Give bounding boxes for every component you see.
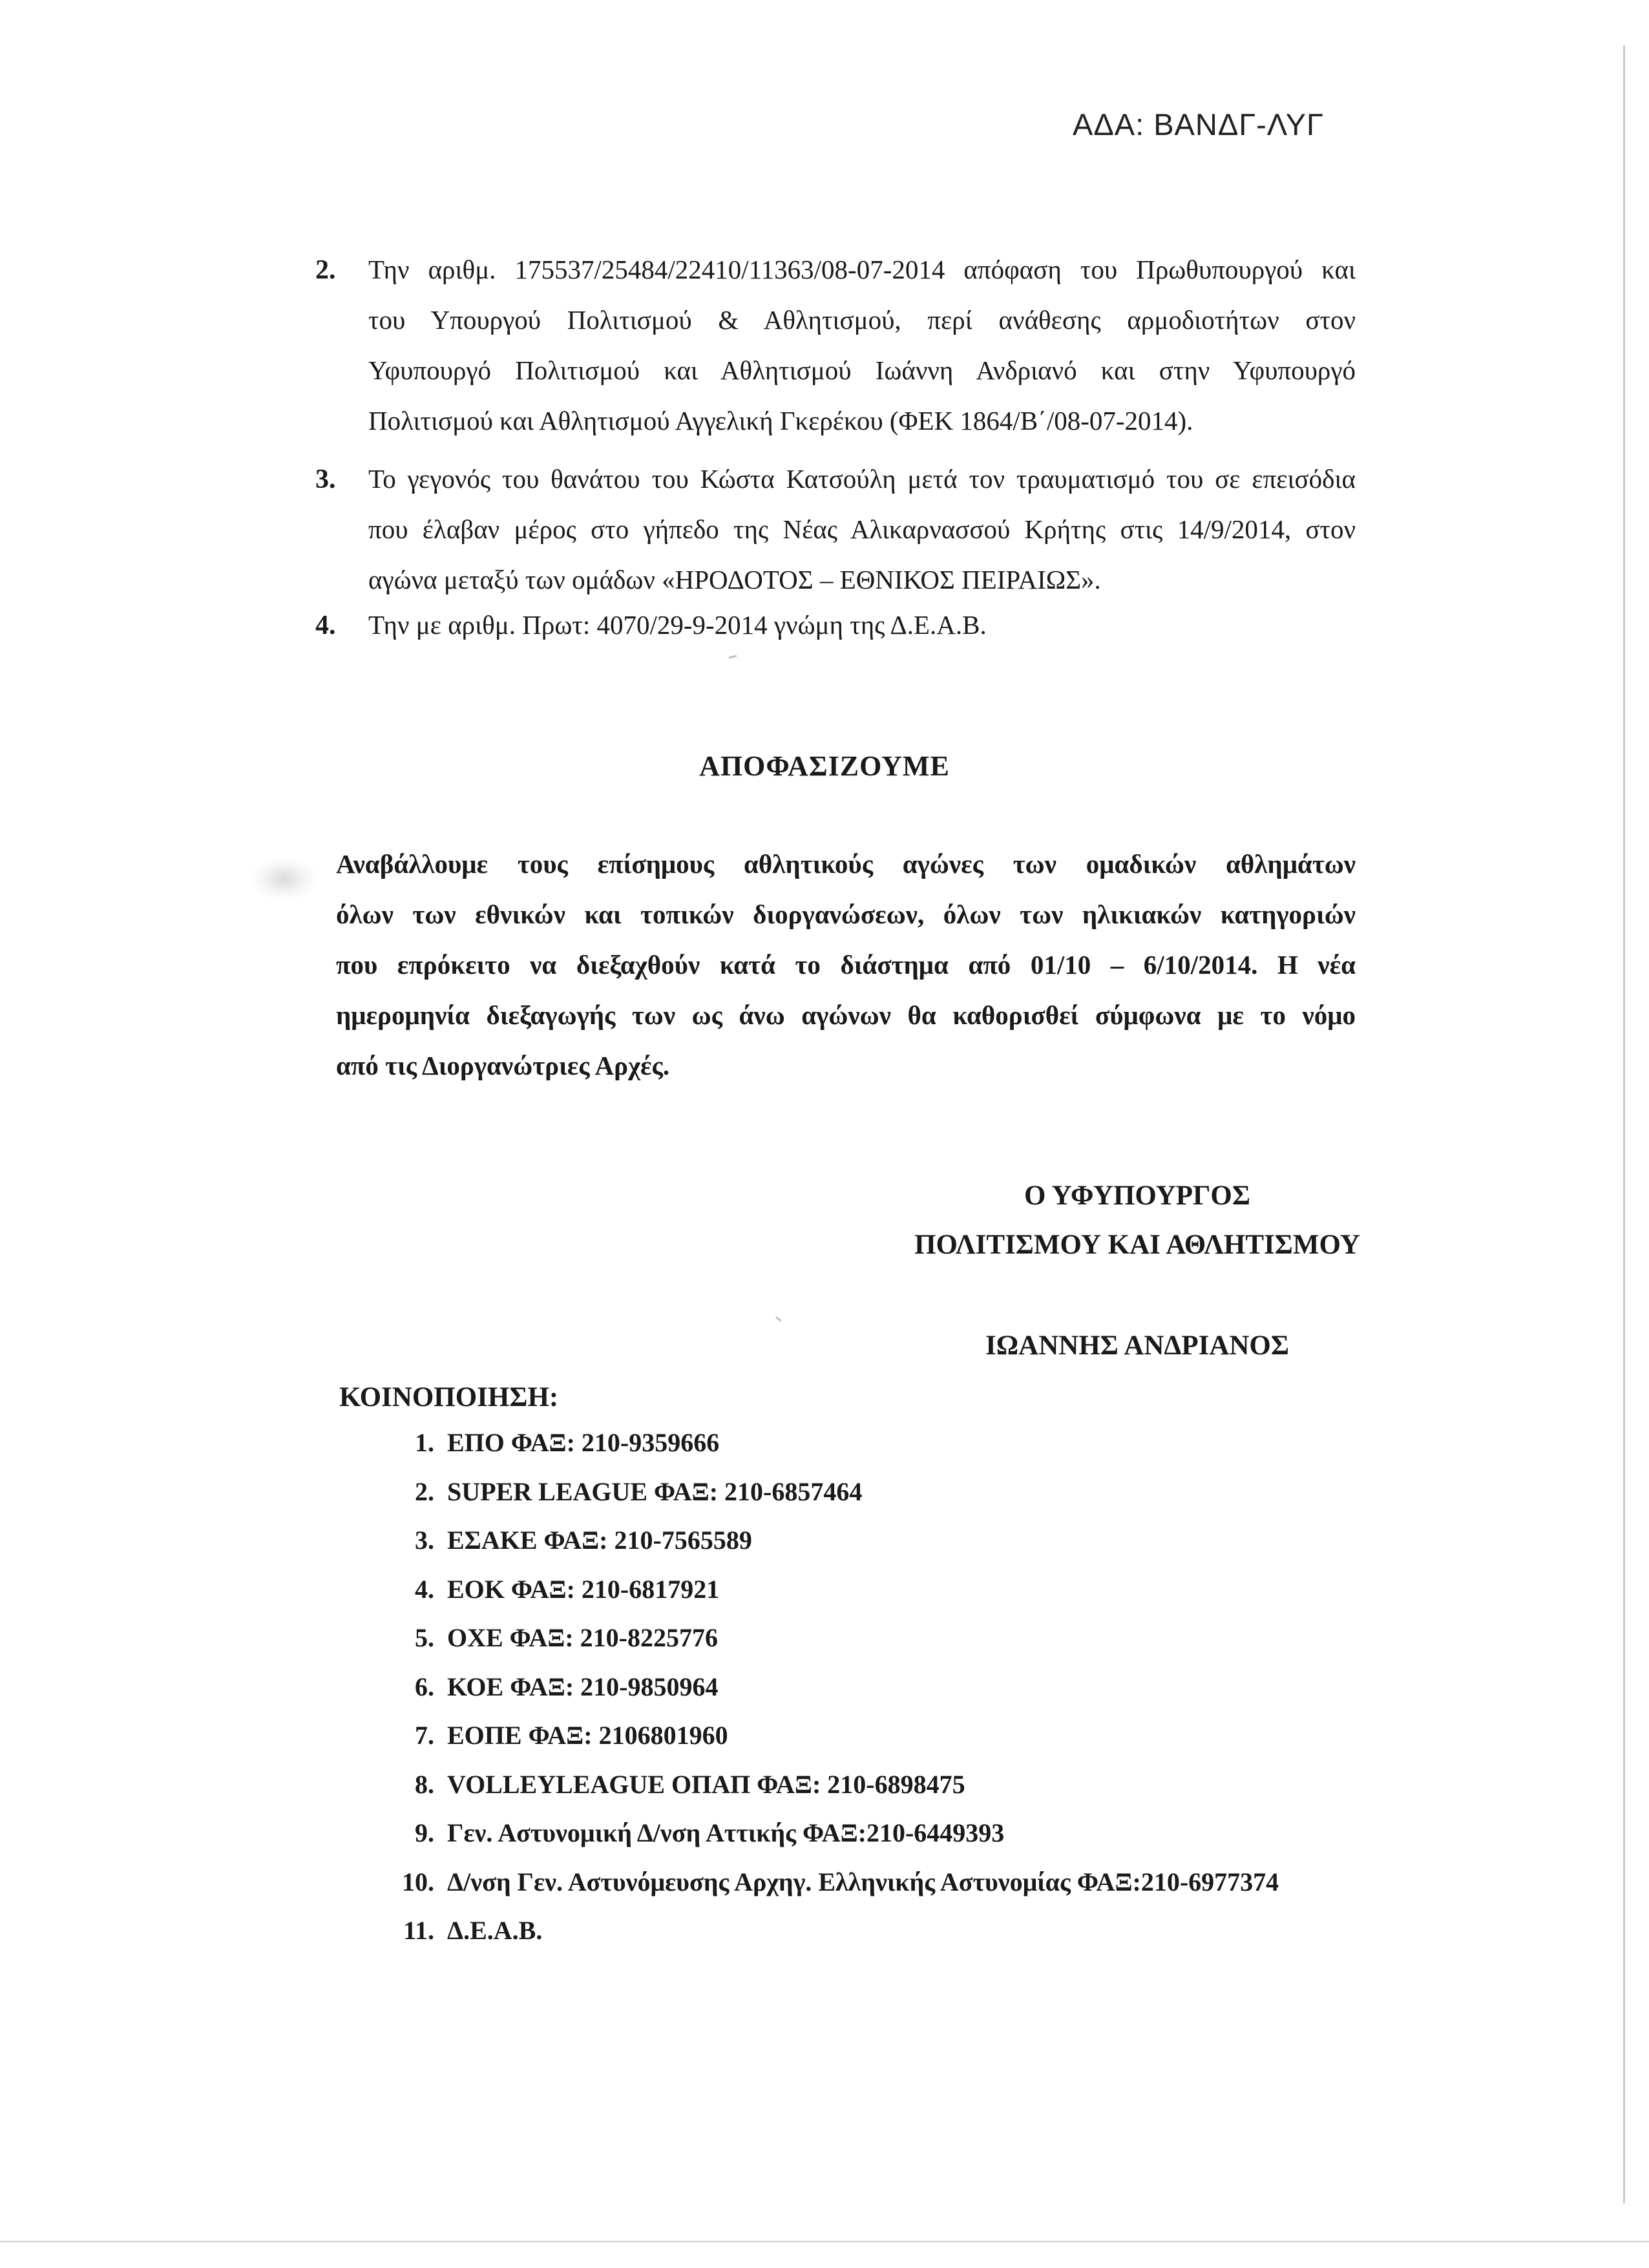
list-item bbox=[388, 1565, 1279, 1614]
signature-ministry: ΠΟΛΙΤΙΣΜΟΥ ΚΑΙ ΑΘΛΗΤΙΣΜΟΥ bbox=[914, 1230, 1360, 1260]
list-text: Δ.Ε.Α.Β. bbox=[447, 1916, 543, 1945]
text-line: ημερομηνία διεξαγωγής των ως άνω αγώνων θα καθορισθεί σύμφωνα με το νόμο bbox=[336, 1000, 1356, 1030]
text-line: Πολιτισμού και Αθλητισμού Αγγελική Γκερέκου (ΦΕΚ 1864/Β΄/08-07-2014). bbox=[368, 406, 1193, 436]
list-number: 6. bbox=[415, 1672, 434, 1701]
consideration-4 bbox=[315, 600, 1356, 650]
list-text: VOLLEYLEAGUE ΟΠΑΠ ΦΑΞ: 210-6898475 bbox=[447, 1769, 965, 1799]
list-item bbox=[388, 1467, 1279, 1517]
list-item bbox=[388, 1760, 1279, 1809]
decision-heading: ΑΠΟΦΑΣΙΖΟΥΜΕ bbox=[699, 750, 950, 782]
signature-name: ΙΩΑΝΝΗΣ ΑΝΔΡΙΑΝΟΣ bbox=[985, 1330, 1289, 1361]
scan-edge-bottom bbox=[0, 2241, 1649, 2242]
text-line: Υφυπουργό Πολιτισμού και Αθλητισμού Ιωάννη Ανδριανό και στην Υφυπουργό bbox=[368, 355, 1356, 385]
list-number: 11. bbox=[403, 1916, 434, 1945]
text-line: αγώνα μεταξύ των ομάδων «ΗΡΟΔΟΤΟΣ – ΕΘΝΙΚΟΣ ΠΕΙΡΑΙΩΣ». bbox=[368, 565, 1101, 594]
text-line: που επρόκειτο να διεξαχθούν κατά το διάστημα από 01/10 – 6/10/2014. Η νέα bbox=[336, 950, 1356, 980]
list-text: ΕΟΠΕ ΦΑΞ: 2106801960 bbox=[447, 1721, 728, 1750]
list-text: SUPER LEAGUE ΦΑΞ: 210-6857464 bbox=[447, 1476, 863, 1506]
list-number: 4. bbox=[415, 1574, 434, 1604]
scan-speck bbox=[775, 1316, 782, 1321]
list-item bbox=[388, 1906, 1279, 1955]
list-text: ΕΟΚ ΦΑΞ: 210-6817921 bbox=[447, 1574, 720, 1604]
list-number: 3. bbox=[415, 1526, 434, 1555]
scan-edge-right bbox=[1623, 45, 1625, 2203]
text-line: του Υπουργού Πολιτισμού & Αθλητισμού, περί ανάθεσης αρμοδιοτήτων στον bbox=[368, 305, 1356, 335]
list-text: ΕΠΟ ΦΑΞ: 210-9359666 bbox=[447, 1428, 720, 1457]
text-line: από τις Διοργανώτριες Αρχές. bbox=[336, 1051, 670, 1080]
ada-code: ΑΔΑ: ΒΑΝΔΓ-ΛΥΓ bbox=[1073, 107, 1324, 142]
notification-title: ΚΟΙΝΟΠΟΙΗΣΗ: bbox=[339, 1382, 559, 1412]
scan-speck bbox=[729, 655, 737, 658]
text-line: Το γεγονός του θανάτου του Κώστα Κατσούλη μετά τον τραυματισμό του σε επεισόδια bbox=[368, 464, 1356, 494]
list-item bbox=[388, 1809, 1279, 1858]
text-line: Την αριθμ. 175537/25484/22410/11363/08-07-2014 απόφαση του Πρωθυπουργού και bbox=[368, 255, 1356, 284]
list-number: 10. bbox=[402, 1867, 434, 1896]
text-line: Αναβάλλουμε τους επίσημους αθλητικούς αγώνες των ομαδικών αθλημάτων bbox=[336, 849, 1356, 879]
consideration-3 bbox=[315, 454, 1356, 605]
scan-blot bbox=[249, 856, 320, 901]
list-item bbox=[388, 1516, 1279, 1565]
list-item bbox=[388, 1711, 1279, 1760]
list-item bbox=[388, 1858, 1279, 1907]
notification-list bbox=[388, 1418, 1279, 1955]
item-number: 2. bbox=[315, 255, 336, 285]
list-number: 5. bbox=[415, 1623, 434, 1652]
list-text: Γεν. Αστυνομική Δ/νση Αττικής ΦΑΞ:210-6449393 bbox=[447, 1818, 1005, 1847]
list-text: ΚΟΕ ΦΑΞ: 210-9850964 bbox=[447, 1672, 719, 1701]
list-number: 8. bbox=[415, 1769, 434, 1799]
text-line: Την με αριθμ. Πρωτ: 4070/29-9-2014 γνώμη της Δ.Ε.Α.Β. bbox=[368, 610, 987, 640]
list-number: 1. bbox=[415, 1428, 434, 1457]
list-text: ΕΣΑΚΕ ΦΑΞ: 210-7565589 bbox=[447, 1526, 752, 1555]
item-number: 4. bbox=[315, 611, 336, 640]
list-item bbox=[388, 1663, 1279, 1712]
signature-title: Ο ΥΦΥΠΟΥΡΓΟΣ bbox=[1024, 1181, 1250, 1211]
text-line: που έλαβαν μέρος στο γήπεδο της Νέας Αλικαρνασσού Κρήτης στις 14/9/2014, στον bbox=[368, 514, 1356, 544]
list-text: ΟΧΕ ΦΑΞ: 210-8225776 bbox=[447, 1623, 718, 1652]
text-line: όλων των εθνικών και τοπικών διοργανώσεων, όλων των ηλικιακών κατηγοριών bbox=[336, 899, 1356, 929]
item-number: 3. bbox=[315, 465, 336, 494]
list-number: 9. bbox=[415, 1818, 434, 1847]
list-text: Δ/νση Γεν. Αστυνόμευσης Αρχηγ. Ελληνικής Αστυνομίας ΦΑΞ:210-6977374 bbox=[447, 1867, 1279, 1896]
list-item bbox=[388, 1613, 1279, 1663]
list-item bbox=[388, 1418, 1279, 1467]
decision-text bbox=[336, 839, 1356, 1091]
list-number: 7. bbox=[415, 1721, 434, 1750]
consideration-2 bbox=[315, 244, 1356, 446]
list-number: 2. bbox=[415, 1476, 434, 1506]
